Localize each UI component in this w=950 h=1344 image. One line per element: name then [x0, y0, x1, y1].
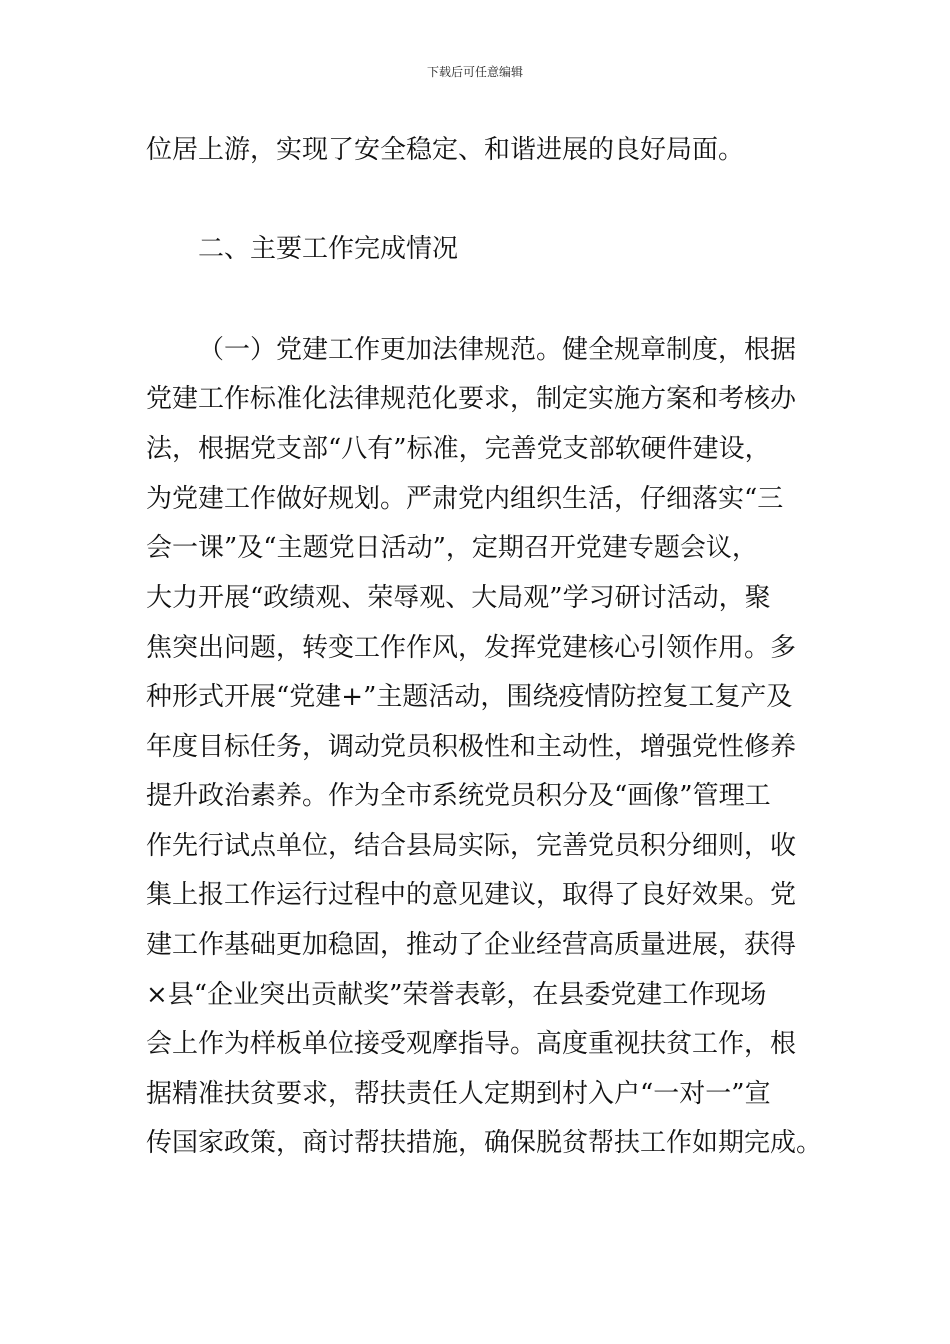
paragraph-line: 会上作为样板单位接受观摩指导。高度重视扶贫工作，根	[146, 1029, 797, 1059]
paragraph-line: 法，根据党支部“八有”标准，完善党支部软硬件建设，	[146, 434, 771, 464]
header-note: 下载后可任意编辑	[426, 65, 523, 79]
opening-line: 位居上游，实现了安全稳定、和谐进展的良好局面。	[146, 135, 745, 165]
paragraph-line: 年度目标任务，调动党员积极性和主动性，增强党性修养	[146, 732, 797, 762]
paragraph-line: ×县“企业突出贡献奖”荣誉表彰，在县委党建工作现场	[146, 980, 767, 1010]
paragraph-line: 作先行试点单位，结合县局实际，完善党员积分细则，收	[146, 831, 797, 861]
paragraph-line: 建工作基础更加稳固，推动了企业经营高质量进展，获得	[146, 930, 797, 960]
paragraph-line: 党建工作标准化法律规范化要求，制定实施方案和考核办	[146, 384, 797, 414]
paragraph-line: 为党建工作做好规划。严肃党内组织生活，仔细落实“三	[146, 484, 784, 514]
section-heading: 二、主要工作完成情况	[198, 234, 459, 264]
paragraph-line: 提升政治素养。作为全市系统党员积分及“画像”管理工	[146, 781, 771, 811]
paragraph-line: 集上报工作运行过程中的意见建议，取得了良好效果。党	[146, 880, 797, 910]
paragraph-line: 会一课”及“主题党日活动”，定期召开党建专题会议，	[146, 533, 758, 563]
paragraph-line: 大力开展“政绩观、荣辱观、大局观”学习研讨活动，聚	[146, 583, 771, 613]
paragraph-line: 传国家政策，商讨帮扶措施，确保脱贫帮扶工作如期完成。	[146, 1128, 823, 1158]
paragraph-line: 焦突出问题，转变工作作风，发挥党建核心引领作用。多	[146, 633, 797, 663]
paragraph-line: （一）党建工作更加法律规范。健全规章制度，根据	[198, 335, 797, 365]
paragraph-line: 据精准扶贫要求，帮扶责任人定期到村入户“一对一”宣	[146, 1079, 771, 1109]
paragraph-line: 种形式开展“党建+”主题活动，围绕疫情防控复工复产及	[146, 682, 793, 712]
